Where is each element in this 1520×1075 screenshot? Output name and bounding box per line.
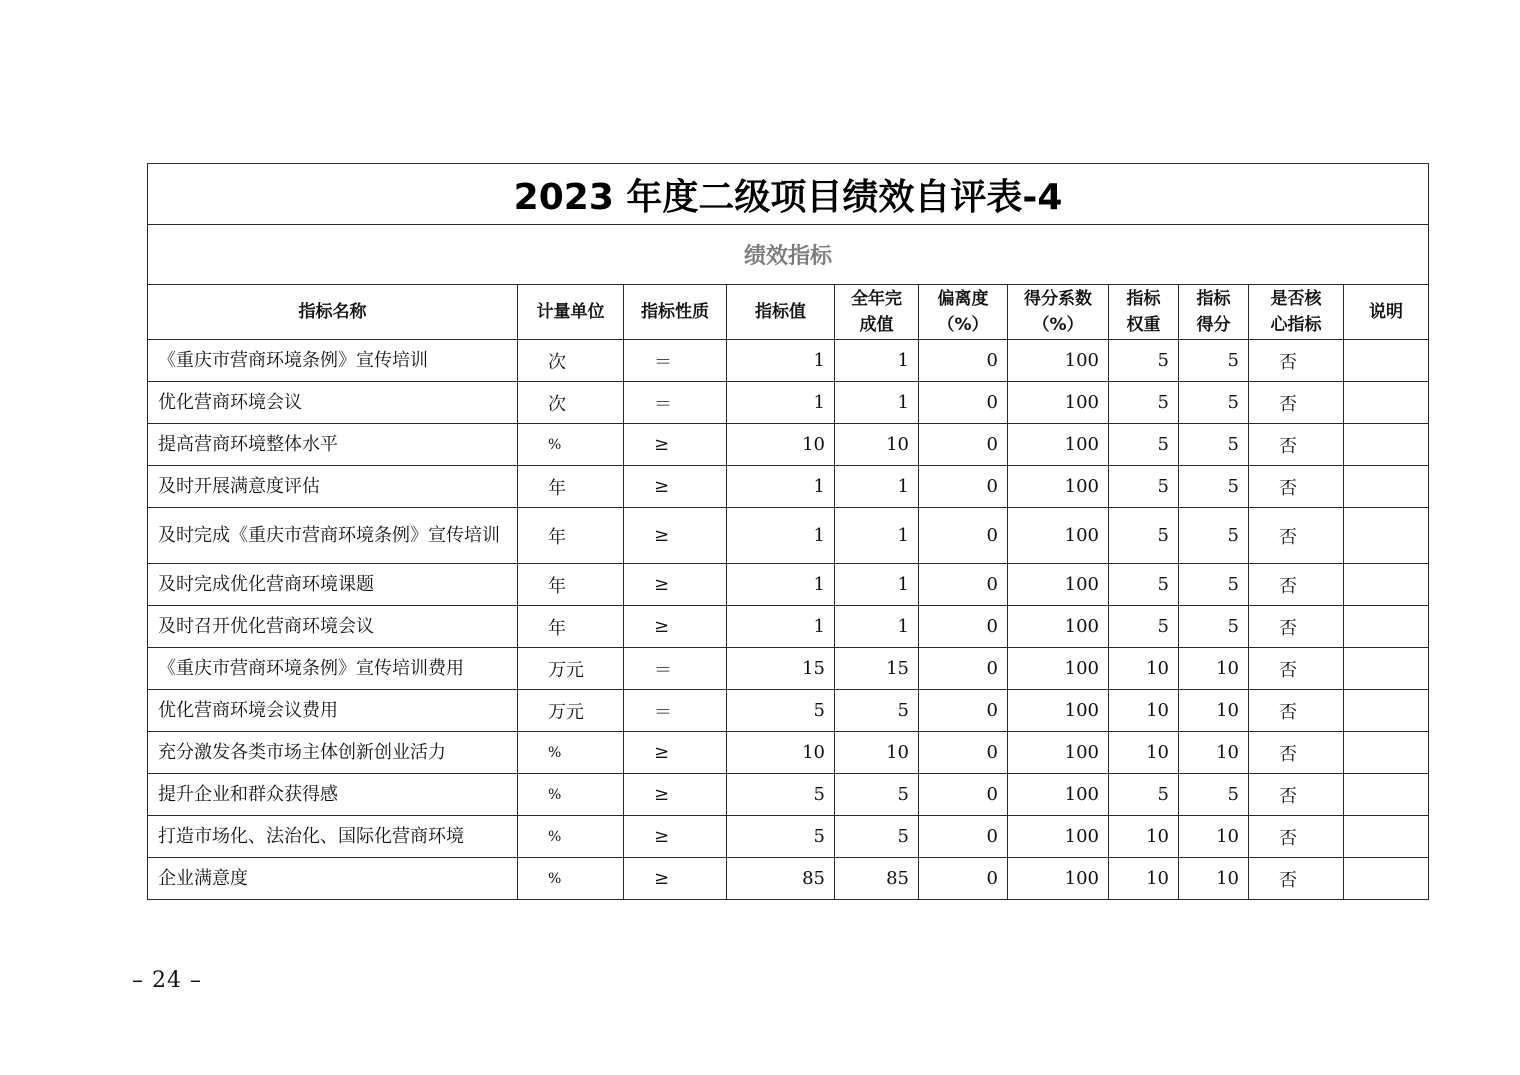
cell-deviation: 0 (919, 732, 1008, 774)
header-actual-value: 全年完 成值 (835, 285, 919, 340)
cell-actual-value: 1 (835, 606, 919, 648)
cell-coefficient: 100 (1008, 732, 1109, 774)
cell-indicator-name: 企业满意度 (148, 858, 518, 900)
cell-score: 10 (1179, 858, 1249, 900)
cell-note (1344, 508, 1429, 564)
cell-score: 5 (1179, 564, 1249, 606)
table-row (148, 774, 1429, 816)
cell-core-indicator: 否 (1249, 508, 1344, 564)
cell-nature: ≥ (624, 732, 727, 774)
cell-core-indicator: 否 (1249, 606, 1344, 648)
cell-nature: ≥ (624, 508, 727, 564)
cell-note (1344, 466, 1429, 508)
cell-deviation: 0 (919, 382, 1008, 424)
cell-note (1344, 340, 1429, 382)
header-target-value: 指标值 (727, 285, 835, 340)
cell-coefficient: 100 (1008, 858, 1109, 900)
cell-deviation: 0 (919, 466, 1008, 508)
cell-weight: 5 (1109, 774, 1179, 816)
table-row (148, 816, 1429, 858)
cell-nature: ≥ (624, 466, 727, 508)
cell-actual-value: 85 (835, 858, 919, 900)
table-row (148, 690, 1429, 732)
cell-weight: 5 (1109, 606, 1179, 648)
cell-unit: 万元 (518, 648, 624, 690)
cell-unit: 年 (518, 508, 624, 564)
table-body (148, 340, 1429, 900)
table-row (148, 648, 1429, 690)
cell-indicator-name: 《重庆市营商环境条例》宣传培训费用 (148, 648, 518, 690)
cell-coefficient: 100 (1008, 466, 1109, 508)
header-nature: 指标性质 (624, 285, 727, 340)
table-title: 2023 年度二级项目绩效自评表-4 (148, 164, 1429, 225)
cell-deviation: 0 (919, 508, 1008, 564)
cell-coefficient: 100 (1008, 424, 1109, 466)
header-coefficient: 得分系数 （%） (1008, 285, 1109, 340)
cell-unit: 万元 (518, 690, 624, 732)
cell-indicator-name: 充分激发各类市场主体创新创业活力 (148, 732, 518, 774)
cell-coefficient: 100 (1008, 648, 1109, 690)
cell-target-value: 1 (727, 340, 835, 382)
cell-weight: 5 (1109, 382, 1179, 424)
cell-note (1344, 858, 1429, 900)
cell-coefficient: 100 (1008, 606, 1109, 648)
cell-deviation: 0 (919, 606, 1008, 648)
page-number: – 24 – (132, 968, 202, 993)
cell-coefficient: 100 (1008, 690, 1109, 732)
cell-indicator-name: 及时完成《重庆市营商环境条例》宣传培训 (148, 508, 518, 564)
cell-coefficient: 100 (1008, 340, 1109, 382)
cell-score: 5 (1179, 774, 1249, 816)
header-core-indicator: 是否核 心指标 (1249, 285, 1344, 340)
cell-actual-value: 15 (835, 648, 919, 690)
cell-actual-value: 1 (835, 508, 919, 564)
cell-actual-value: 5 (835, 774, 919, 816)
cell-indicator-name: 优化营商环境会议 (148, 382, 518, 424)
cell-unit: 年 (518, 564, 624, 606)
cell-target-value: 85 (727, 858, 835, 900)
cell-weight: 10 (1109, 732, 1179, 774)
cell-target-value: 1 (727, 564, 835, 606)
cell-indicator-name: 及时召开优化营商环境会议 (148, 606, 518, 648)
cell-actual-value: 5 (835, 690, 919, 732)
cell-indicator-name: 优化营商环境会议费用 (148, 690, 518, 732)
cell-target-value: 5 (727, 690, 835, 732)
cell-unit: % (518, 858, 624, 900)
cell-indicator-name: 提升企业和群众获得感 (148, 774, 518, 816)
cell-actual-value: 1 (835, 564, 919, 606)
cell-note (1344, 690, 1429, 732)
table-row (148, 340, 1429, 382)
table-row (148, 564, 1429, 606)
cell-note (1344, 424, 1429, 466)
cell-unit: % (518, 774, 624, 816)
cell-target-value: 5 (727, 816, 835, 858)
cell-core-indicator: 否 (1249, 858, 1344, 900)
cell-nature: ＝ (624, 648, 727, 690)
table-row (148, 424, 1429, 466)
cell-target-value: 1 (727, 508, 835, 564)
cell-target-value: 5 (727, 774, 835, 816)
header-row (148, 285, 1429, 340)
cell-nature: ≥ (624, 858, 727, 900)
cell-unit: 年 (518, 606, 624, 648)
cell-nature: ≥ (624, 774, 727, 816)
cell-core-indicator: 否 (1249, 564, 1344, 606)
header-unit: 计量单位 (518, 285, 624, 340)
cell-deviation: 0 (919, 424, 1008, 466)
cell-score: 10 (1179, 648, 1249, 690)
cell-target-value: 10 (727, 732, 835, 774)
cell-unit: % (518, 816, 624, 858)
cell-coefficient: 100 (1008, 816, 1109, 858)
cell-indicator-name: 及时完成优化营商环境课题 (148, 564, 518, 606)
cell-core-indicator: 否 (1249, 774, 1344, 816)
table-row (148, 732, 1429, 774)
cell-note (1344, 648, 1429, 690)
cell-deviation: 0 (919, 690, 1008, 732)
cell-coefficient: 100 (1008, 508, 1109, 564)
cell-score: 10 (1179, 732, 1249, 774)
cell-coefficient: 100 (1008, 564, 1109, 606)
cell-core-indicator: 否 (1249, 816, 1344, 858)
cell-nature: ＝ (624, 340, 727, 382)
cell-score: 10 (1179, 816, 1249, 858)
cell-target-value: 10 (727, 424, 835, 466)
cell-deviation: 0 (919, 564, 1008, 606)
cell-score: 5 (1179, 382, 1249, 424)
cell-score: 5 (1179, 466, 1249, 508)
cell-unit: 年 (518, 466, 624, 508)
performance-table (147, 163, 1429, 900)
header-indicator-name: 指标名称 (148, 285, 518, 340)
cell-core-indicator: 否 (1249, 382, 1344, 424)
cell-weight: 5 (1109, 564, 1179, 606)
cell-weight: 5 (1109, 466, 1179, 508)
cell-nature: ＝ (624, 382, 727, 424)
cell-core-indicator: 否 (1249, 466, 1344, 508)
cell-nature: ≥ (624, 606, 727, 648)
cell-actual-value: 10 (835, 732, 919, 774)
cell-core-indicator: 否 (1249, 690, 1344, 732)
table-row (148, 858, 1429, 900)
cell-target-value: 1 (727, 606, 835, 648)
cell-unit: % (518, 732, 624, 774)
cell-indicator-name: 《重庆市营商环境条例》宣传培训 (148, 340, 518, 382)
cell-target-value: 15 (727, 648, 835, 690)
cell-core-indicator: 否 (1249, 648, 1344, 690)
cell-coefficient: 100 (1008, 774, 1109, 816)
cell-actual-value: 10 (835, 424, 919, 466)
cell-unit: 次 (518, 382, 624, 424)
header-weight: 指标 权重 (1109, 285, 1179, 340)
cell-unit: % (518, 424, 624, 466)
cell-unit: 次 (518, 340, 624, 382)
cell-nature: ≥ (624, 564, 727, 606)
cell-target-value: 1 (727, 466, 835, 508)
cell-note (1344, 732, 1429, 774)
cell-note (1344, 564, 1429, 606)
table-row (148, 382, 1429, 424)
cell-score: 5 (1179, 424, 1249, 466)
cell-target-value: 1 (727, 382, 835, 424)
cell-weight: 5 (1109, 340, 1179, 382)
cell-nature: ≥ (624, 424, 727, 466)
cell-weight: 10 (1109, 858, 1179, 900)
cell-core-indicator: 否 (1249, 424, 1344, 466)
cell-score: 5 (1179, 340, 1249, 382)
cell-actual-value: 1 (835, 466, 919, 508)
cell-nature: ＝ (624, 690, 727, 732)
header-deviation: 偏离度 （%） (919, 285, 1008, 340)
cell-actual-value: 1 (835, 340, 919, 382)
table-row (148, 466, 1429, 508)
cell-weight: 10 (1109, 648, 1179, 690)
cell-nature: ≥ (624, 816, 727, 858)
cell-score: 10 (1179, 690, 1249, 732)
cell-note (1344, 774, 1429, 816)
cell-indicator-name: 打造市场化、法治化、国际化营商环境 (148, 816, 518, 858)
cell-note (1344, 382, 1429, 424)
cell-deviation: 0 (919, 816, 1008, 858)
table-row (148, 508, 1429, 564)
cell-actual-value: 5 (835, 816, 919, 858)
cell-core-indicator: 否 (1249, 340, 1344, 382)
header-score: 指标 得分 (1179, 285, 1249, 340)
cell-score: 5 (1179, 508, 1249, 564)
cell-deviation: 0 (919, 340, 1008, 382)
cell-deviation: 0 (919, 774, 1008, 816)
cell-note (1344, 816, 1429, 858)
section-heading: 绩效指标 (148, 225, 1429, 285)
cell-weight: 5 (1109, 424, 1179, 466)
cell-coefficient: 100 (1008, 382, 1109, 424)
cell-actual-value: 1 (835, 382, 919, 424)
cell-deviation: 0 (919, 858, 1008, 900)
cell-weight: 5 (1109, 508, 1179, 564)
header-note: 说明 (1344, 285, 1429, 340)
cell-score: 5 (1179, 606, 1249, 648)
cell-indicator-name: 及时开展满意度评估 (148, 466, 518, 508)
cell-note (1344, 606, 1429, 648)
cell-deviation: 0 (919, 648, 1008, 690)
cell-weight: 10 (1109, 690, 1179, 732)
cell-weight: 10 (1109, 816, 1179, 858)
table-row (148, 606, 1429, 648)
cell-indicator-name: 提高营商环境整体水平 (148, 424, 518, 466)
cell-core-indicator: 否 (1249, 732, 1344, 774)
